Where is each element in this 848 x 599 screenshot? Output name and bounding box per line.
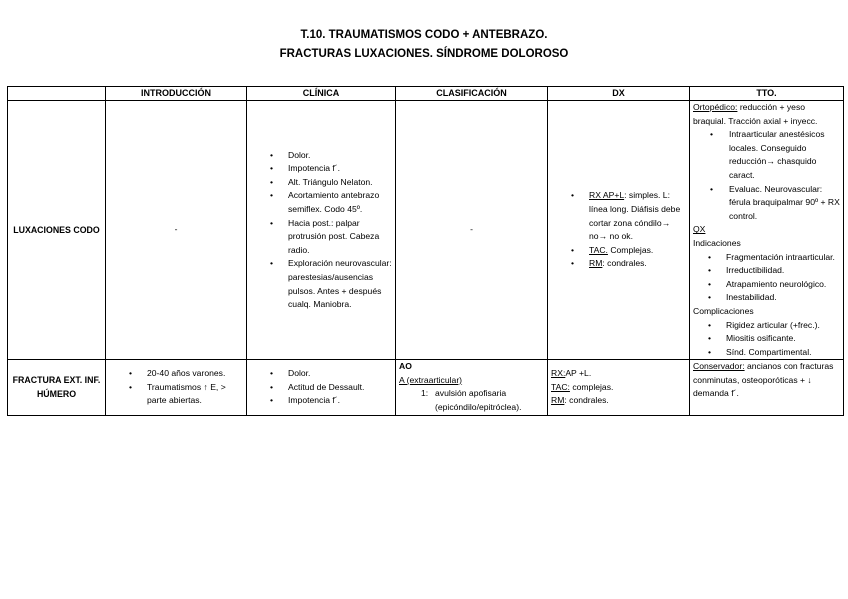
- dx-line: [551, 381, 686, 395]
- item-text: avulsión apofisaria (epicóndilo/epitróclea).: [435, 388, 522, 413]
- dx-term: TAC:: [551, 381, 570, 392]
- list-item: • Traumatismos ↑ E, > parte abiertas.: [109, 381, 243, 408]
- list-item: • 20-40 años varones.: [109, 367, 243, 381]
- list-item: • Fragmentación intraarticular.: [693, 251, 840, 265]
- list-item: • Inestabilidad.: [693, 291, 840, 305]
- clasificacion-cell: -: [396, 101, 548, 360]
- list-item: • Alt. Triángulo Nelaton.: [250, 176, 392, 190]
- list-item: • Rigidez articular (+frec.).: [693, 319, 840, 333]
- dx-lines: [551, 360, 686, 408]
- dx-text: : simples. L: línea long. Diáfisis debe cortar zona cóndilo→ no→ no ok.: [589, 190, 681, 242]
- header-empty: [8, 87, 106, 101]
- header-clinica: CLÍNICA: [247, 87, 396, 101]
- header-clasificacion: CLASIFICACIÓN: [396, 87, 548, 101]
- summary-table: [7, 86, 844, 416]
- list-item: • Dolor.: [250, 367, 392, 381]
- table-row: [8, 101, 844, 360]
- dx-term: RX:: [551, 368, 566, 379]
- clasificacion-heading: AO: [399, 361, 412, 372]
- conservador-text: ancianos con fracturas conminutas, osteoporóticas + ↓ demanda f´.: [693, 361, 834, 399]
- dx-line: [551, 367, 686, 381]
- header-dx: DX: [548, 87, 690, 101]
- clasificacion-cell: [396, 360, 548, 415]
- row-label-fractura: FRACTURA EXT. INF. HÚMERO: [8, 360, 106, 415]
- list-item: • Dolor.: [250, 149, 392, 163]
- tto-cell: [690, 360, 844, 415]
- list-item: • Evaluac. Neurovascular: férula braquipalmar 90º + RX control.: [693, 183, 840, 224]
- dx-term: RX AP+L: [589, 190, 625, 201]
- document-subtitle: FRACTURAS LUXACIONES. SÍNDROME DOLOROSO: [279, 48, 569, 60]
- clinica-cell: [247, 101, 396, 360]
- dx-text: AP +L.: [565, 368, 592, 379]
- intro-cell: [106, 360, 247, 415]
- list-item: [551, 257, 686, 271]
- header-introduccion: INTRODUCCIÓN: [106, 87, 247, 101]
- list-item: • Actitud de Dessault.: [250, 381, 392, 395]
- dx-term: RM: [589, 258, 603, 269]
- clasificacion-subheading: [399, 374, 544, 388]
- list-item: • Intraarticular anestésicos locales. Conseguido reducción→ chasquido caract.: [693, 128, 840, 182]
- indicaciones-label: Indicaciones: [693, 237, 741, 248]
- table-row: [8, 360, 844, 415]
- clinica-list: [250, 360, 392, 408]
- qx-label: [693, 223, 840, 237]
- list-item: [551, 244, 686, 258]
- ortopedico-line: [693, 101, 840, 128]
- row-label-luxaciones: LUXACIONES CODO: [8, 101, 106, 360]
- table-header-row: [8, 87, 844, 101]
- list-item: • Irreductibilidad.: [693, 264, 840, 278]
- dx-term: TAC.: [589, 244, 608, 255]
- list-item: • Acortamiento antebrazo semiflex. Codo 45º.: [250, 189, 392, 216]
- list-item: • Exploración neurovascular: parestesias/ausencias pulsos. Antes + después cualq. Maniobra.: [250, 257, 392, 311]
- header-tto: TTO.: [690, 87, 844, 101]
- dx-text: Complejas.: [607, 244, 654, 255]
- list-item: [399, 387, 544, 414]
- intro-cell: -: [106, 101, 247, 360]
- complicaciones-label: Complicaciones: [693, 305, 754, 316]
- clasificacion-list: [399, 387, 544, 414]
- conservador-label: Conservador:: [693, 361, 745, 372]
- clasificacion-subheading-text: A (extraarticular): [399, 374, 463, 385]
- intro-list: [109, 360, 243, 408]
- dx-list: [551, 189, 686, 271]
- dx-term: RM: [551, 395, 565, 406]
- list-item: • Atrapamiento neurológico.: [693, 278, 840, 292]
- list-item: • Miositis osificante.: [693, 332, 840, 346]
- qx-label-text: QX: [693, 224, 706, 235]
- ortopedico-label: Ortopédico:: [693, 102, 738, 112]
- dx-cell: [548, 360, 690, 415]
- document-title: T.10. TRAUMATISMOS CODO + ANTEBRAZO.: [300, 29, 548, 41]
- dx-text: : condrales.: [602, 258, 647, 269]
- ortopedico-text: reducción + yeso braquial. Tracción axial + inyecc.: [693, 102, 818, 126]
- clinica-cell: [247, 360, 396, 415]
- clinica-list: [250, 149, 392, 312]
- dx-text: complejas.: [569, 381, 614, 392]
- indicaciones-list: [693, 251, 840, 305]
- ortopedico-list: [693, 128, 840, 223]
- list-item: • Hacia post.: palpar protrusión post. Cabeza radio.: [250, 217, 392, 258]
- complicaciones-list: [693, 319, 840, 360]
- tto-cell: [690, 101, 844, 360]
- dx-text: : condrales.: [564, 395, 609, 406]
- dx-line: [551, 394, 686, 408]
- list-item: • Impotencia f´.: [250, 162, 392, 176]
- list-item: • Impotencia f´.: [250, 394, 392, 408]
- conservador-line: [693, 360, 840, 401]
- dx-cell: [548, 101, 690, 360]
- list-item: • Sínd. Compartimental.: [693, 346, 840, 360]
- list-item: [551, 189, 686, 243]
- item-number: 1:: [421, 388, 429, 399]
